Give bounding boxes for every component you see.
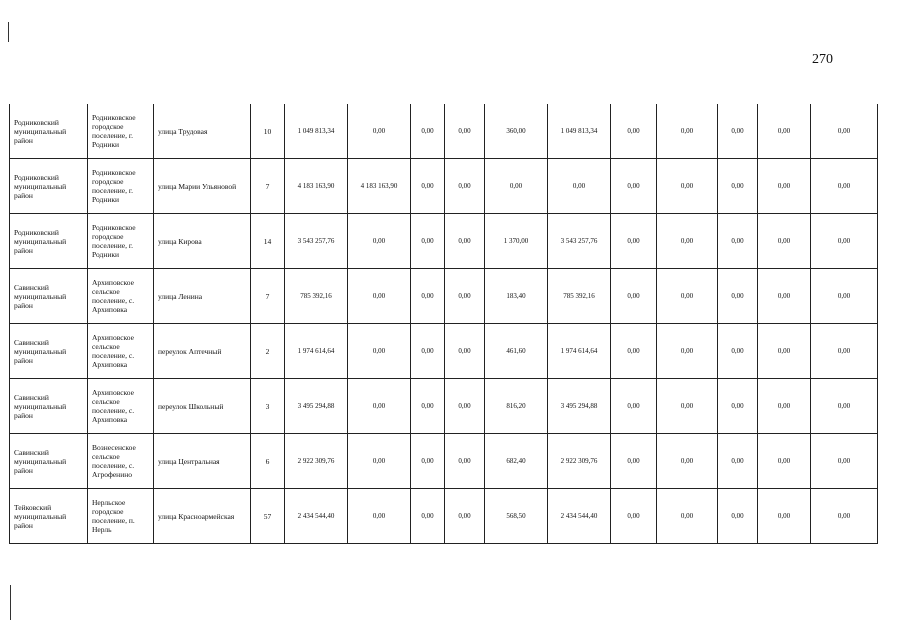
count-cell: 57 xyxy=(251,489,285,544)
value-cell: 0,00 xyxy=(348,324,411,379)
value-cell: 0,00 xyxy=(657,269,718,324)
scan-mark-top xyxy=(8,22,9,42)
area-cell: 1 370,00 xyxy=(485,214,548,269)
value-cell: 0,00 xyxy=(718,379,758,434)
count-cell: 7 xyxy=(251,159,285,214)
value-cell: 0,00 xyxy=(611,324,657,379)
total-cell: 1 974 614,64 xyxy=(285,324,348,379)
value-cell: 0,00 xyxy=(348,269,411,324)
area-cell: 360,00 xyxy=(485,104,548,159)
value-cell: 0,00 xyxy=(348,379,411,434)
value-cell: 0,00 xyxy=(611,489,657,544)
value-cell: 0,00 xyxy=(445,434,485,489)
table-row xyxy=(10,214,878,269)
settlement-cell: Архиповское сельское поселение, с. Архиповка xyxy=(88,324,154,379)
value-cell: 0,00 xyxy=(758,269,811,324)
sum-cell: 1 974 614,64 xyxy=(548,324,611,379)
district-cell: Савинский муниципальный район xyxy=(10,379,88,434)
count-cell: 2 xyxy=(251,324,285,379)
value-cell: 0,00 xyxy=(348,104,411,159)
value-cell: 0,00 xyxy=(811,434,878,489)
page-number: 270 xyxy=(812,52,833,67)
value-cell: 0,00 xyxy=(445,489,485,544)
value-cell: 0,00 xyxy=(718,269,758,324)
value-cell: 0,00 xyxy=(811,104,878,159)
settlement-cell: Родниковское городское поселение, г. Родники xyxy=(88,214,154,269)
district-cell: Тейковский муниципальный район xyxy=(10,489,88,544)
value-cell: 0,00 xyxy=(811,214,878,269)
settlement-cell: Архиповское сельское поселение, с. Архиповка xyxy=(88,269,154,324)
value-cell: 0,00 xyxy=(657,379,718,434)
settlement-cell: Архиповское сельское поселение, с. Архиповка xyxy=(88,379,154,434)
district-cell: Савинский муниципальный район xyxy=(10,269,88,324)
count-cell: 3 xyxy=(251,379,285,434)
value-cell: 0,00 xyxy=(611,159,657,214)
value-cell: 4 183 163,90 xyxy=(348,159,411,214)
value-cell: 0,00 xyxy=(811,379,878,434)
value-cell: 0,00 xyxy=(758,104,811,159)
table-row xyxy=(10,434,878,489)
value-cell: 0,00 xyxy=(611,269,657,324)
value-cell: 0,00 xyxy=(348,489,411,544)
district-cell: Савинский муниципальный район xyxy=(10,434,88,489)
value-cell: 0,00 xyxy=(758,379,811,434)
area-cell: 682,40 xyxy=(485,434,548,489)
value-cell: 0,00 xyxy=(611,434,657,489)
district-cell: Родниковский муниципальный район xyxy=(10,214,88,269)
sum-cell: 2 922 309,76 xyxy=(548,434,611,489)
street-cell: переулок Школьный xyxy=(154,379,251,434)
value-cell: 0,00 xyxy=(657,104,718,159)
street-cell: улица Трудовая xyxy=(154,104,251,159)
sum-cell: 0,00 xyxy=(548,159,611,214)
total-cell: 3 495 294,88 xyxy=(285,379,348,434)
value-cell: 0,00 xyxy=(657,489,718,544)
sum-cell: 2 434 544,40 xyxy=(548,489,611,544)
area-cell: 183,40 xyxy=(485,269,548,324)
total-cell: 1 049 813,34 xyxy=(285,104,348,159)
area-cell: 568,50 xyxy=(485,489,548,544)
value-cell: 0,00 xyxy=(718,159,758,214)
street-cell: улица Марии Ульяновой xyxy=(154,159,251,214)
value-cell: 0,00 xyxy=(718,104,758,159)
settlement-cell: Родниковское городское поселение, г. Родники xyxy=(88,159,154,214)
value-cell: 0,00 xyxy=(611,214,657,269)
value-cell: 0,00 xyxy=(445,214,485,269)
count-cell: 14 xyxy=(251,214,285,269)
value-cell: 0,00 xyxy=(411,159,445,214)
table-row xyxy=(10,104,878,159)
value-cell: 0,00 xyxy=(718,489,758,544)
table-row xyxy=(10,324,878,379)
value-cell: 0,00 xyxy=(811,269,878,324)
district-cell: Родниковский муниципальный район xyxy=(10,159,88,214)
value-cell: 0,00 xyxy=(411,379,445,434)
street-cell: улица Центральная xyxy=(154,434,251,489)
area-cell: 816,20 xyxy=(485,379,548,434)
value-cell: 0,00 xyxy=(811,159,878,214)
value-cell: 0,00 xyxy=(611,379,657,434)
sum-cell: 3 495 294,88 xyxy=(548,379,611,434)
value-cell: 0,00 xyxy=(758,434,811,489)
value-cell: 0,00 xyxy=(411,269,445,324)
settlement-cell: Вознесенское сельское поселение, с. Агрофенино xyxy=(88,434,154,489)
street-cell: улица Кирова xyxy=(154,214,251,269)
value-cell: 0,00 xyxy=(411,214,445,269)
street-cell: переулок Аптечный xyxy=(154,324,251,379)
street-cell: улица Красноармейская xyxy=(154,489,251,544)
sum-cell: 785 392,16 xyxy=(548,269,611,324)
table-row xyxy=(10,269,878,324)
street-cell: улица Ленина xyxy=(154,269,251,324)
value-cell: 0,00 xyxy=(445,269,485,324)
value-cell: 0,00 xyxy=(758,489,811,544)
value-cell: 0,00 xyxy=(411,104,445,159)
count-cell: 10 xyxy=(251,104,285,159)
value-cell: 0,00 xyxy=(445,379,485,434)
count-cell: 7 xyxy=(251,269,285,324)
value-cell: 0,00 xyxy=(811,489,878,544)
count-cell: 6 xyxy=(251,434,285,489)
scan-mark-bottom xyxy=(10,585,11,620)
total-cell: 785 392,16 xyxy=(285,269,348,324)
table-row xyxy=(10,379,878,434)
value-cell: 0,00 xyxy=(445,324,485,379)
district-cell: Савинский муниципальный район xyxy=(10,324,88,379)
value-cell: 0,00 xyxy=(718,434,758,489)
value-cell: 0,00 xyxy=(411,434,445,489)
value-cell: 0,00 xyxy=(758,214,811,269)
value-cell: 0,00 xyxy=(411,489,445,544)
registry-table xyxy=(9,104,878,544)
settlement-cell: Нерльское городское поселение, п. Нерль xyxy=(88,489,154,544)
value-cell: 0,00 xyxy=(811,324,878,379)
value-cell: 0,00 xyxy=(657,324,718,379)
area-cell: 461,60 xyxy=(485,324,548,379)
value-cell: 0,00 xyxy=(758,159,811,214)
value-cell: 0,00 xyxy=(445,159,485,214)
total-cell: 4 183 163,90 xyxy=(285,159,348,214)
value-cell: 0,00 xyxy=(348,214,411,269)
value-cell: 0,00 xyxy=(657,159,718,214)
area-cell: 0,00 xyxy=(485,159,548,214)
sum-cell: 3 543 257,76 xyxy=(548,214,611,269)
settlement-cell: Родниковское городское поселение, г. Родники xyxy=(88,104,154,159)
total-cell: 2 922 309,76 xyxy=(285,434,348,489)
total-cell: 3 543 257,76 xyxy=(285,214,348,269)
value-cell: 0,00 xyxy=(718,324,758,379)
value-cell: 0,00 xyxy=(657,434,718,489)
total-cell: 2 434 544,40 xyxy=(285,489,348,544)
value-cell: 0,00 xyxy=(758,324,811,379)
sum-cell: 1 049 813,34 xyxy=(548,104,611,159)
table-row xyxy=(10,159,878,214)
value-cell: 0,00 xyxy=(445,104,485,159)
table-row xyxy=(10,489,878,544)
value-cell: 0,00 xyxy=(411,324,445,379)
value-cell: 0,00 xyxy=(611,104,657,159)
value-cell: 0,00 xyxy=(657,214,718,269)
district-cell: Родниковский муниципальный район xyxy=(10,104,88,159)
value-cell: 0,00 xyxy=(718,214,758,269)
value-cell: 0,00 xyxy=(348,434,411,489)
